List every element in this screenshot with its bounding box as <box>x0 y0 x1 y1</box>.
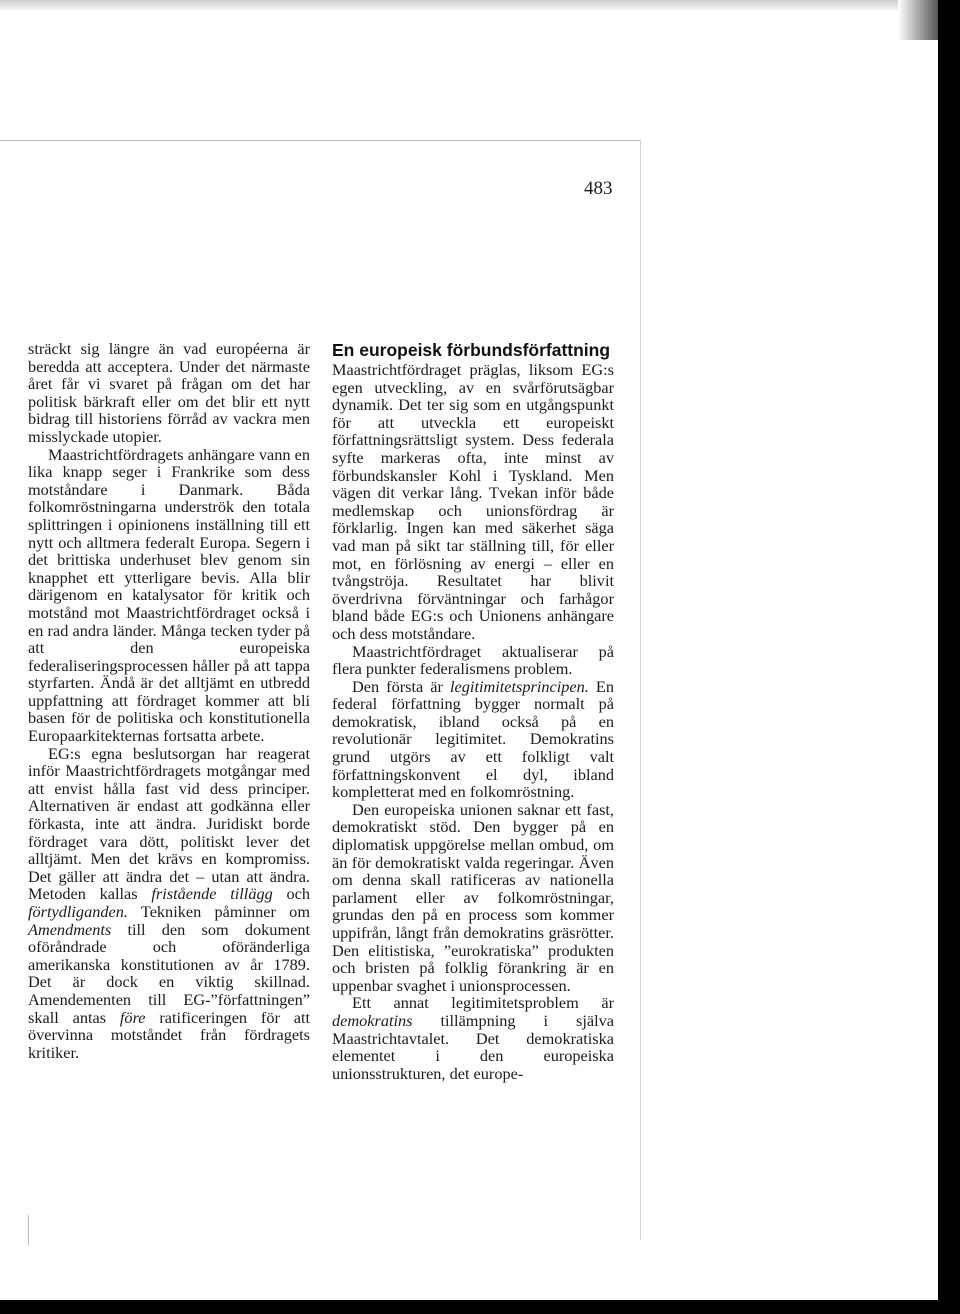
right-paragraph-2: Maastrichtfördraget aktualiserar på flera punkter federalismens problem. <box>332 641 614 679</box>
italic-text: legitimitetsprincipen. <box>450 676 589 696</box>
italic-text: förtydliganden. <box>28 902 128 921</box>
italic-text: före <box>119 1007 146 1027</box>
page-top-edge <box>0 140 640 141</box>
italic-text: Amendments <box>28 919 112 939</box>
left-paragraph-3: EG:s egna beslutsorgan har reagerat inför Maastrichtfördragets motgångar med att envist hålla fast vid dess principer. Alternativen är endast att godkänna eller förkasta, inte att ändra. Juridiskt borde fördraget vara dött, politiskt lever det alltjämt. Men det krävs en kompromiss. Det gäller att ändra det – utan att ändra. Metoden kallas fristående tillägg och förtydliganden. Tekniken påminner om Amendments till den som dokument oföråndrade och oföränderliga amerikanska konstitutionen av år 1789. Det är dock en viktig skillnad. Amendementen till EG-”författningen” skall antas före ratificeringen för att övervinna motståndet från fördragets kritiker. <box>28 743 311 1062</box>
page-right-edge <box>640 140 641 1240</box>
page-number: 483 <box>584 178 613 199</box>
scan-left-mark <box>0 1215 29 1245</box>
right-column <box>332 340 614 1082</box>
italic-text: demokratins <box>332 1010 413 1030</box>
left-paragraph-2: Maastrichtfördragets anhängare vann en lika knapp seger i Frankrike som dess motståndare i Danmark. Båda folkomröstningarna underströk den totala splittringen i opinionens inställning till ett nytt och alltmera federalt Europa. Segern i det brittiska underhuset blev genom sin knapphet ett ytterligare bevis. Alla blir därigenom en katalysator för kritik och motstånd mot Maastrichtfördraget också i en rad andra länder. Många tecken tyder på att den europeiska federaliseringsprocessen håller på att tappa styrfarten. Ändå är det alltjämt en utbredd uppfattning att fördraget kommer att bli basen för de politiska och konstitutionella Europaarkitekternas fortsatta arbete. <box>28 444 310 746</box>
right-paragraph-3: Den första är legitimitetsprincipen. En federal författning bygger normalt på demokratisk, ibland också på en revolutionär legitimitet. Demokratins grund utgörs av ett folkligt valt författningskonvent el dyl, ibland kompletterat med en folkomröstning. <box>332 676 615 802</box>
section-heading: En europeisk förbundsförfattning <box>332 340 611 360</box>
left-paragraph-1: sträckt sig längre än vad européerna är beredda att acceptera. Under det närmaste året får vi svaret på frågan om det har politisk bärkraft eller om det blir ett nytt bidrag till historiens förråd av vackra men misslyckade utopier. <box>28 339 310 446</box>
scan-bottom-border <box>0 1300 960 1314</box>
right-paragraph-1: Maastrichtfördraget präglas, liksom EG:s egen utveckling, av en svårförutsägbar dynamik. Det ter sig som en utgångspunkt för att utveckla ett europeiskt författningsrättsligt system. Dess federala syfte markeras ofta, inte minst av förbundskansler Kohl i Tyskland. Men vägen dit verkar lång. Tvekan inför både medlemskap och unionsfördrag är förklarlig. Ingen kan med säkerhet säga vad man på sikt tar ställning till, för eller mot, en förlösning av energi – eller en tvångströja. Resultatet har blivit överdrivna förväntningar och farhågor bland både EG:s och Unionens anhängare och dess motståndare. <box>332 360 614 643</box>
left-column <box>28 340 310 1061</box>
italic-text: fristående tillägg <box>151 884 273 904</box>
scan-top-edge <box>0 0 960 10</box>
scan-corner-shadow <box>898 0 938 40</box>
scan-right-border <box>938 0 960 1314</box>
right-paragraph-5: Ett annat legitimitetsproblem är demokratins tillämpning i själva Maastrichtavtalet. Det demokratiska elementet i den europeiska unionsstrukturen, det europe- <box>332 993 614 1083</box>
right-paragraph-4: Den europeiska unionen saknar ett fast, demokratiskt stöd. Den bygger på en diplomatisk uppgörelse mellan ombud, om än för demokratiskt valda regeringar. Även om denna skall ratificeras av nationella parlament eller av folkomröstningar, grundas den på en process som kommer uppifrån, långt från demokratins gräsrötter. Den elitistiska, ”eurokratiska” produkten och bristen på folklig förankring är en uppenbar svaghet i unionsprocessen. <box>332 799 614 995</box>
